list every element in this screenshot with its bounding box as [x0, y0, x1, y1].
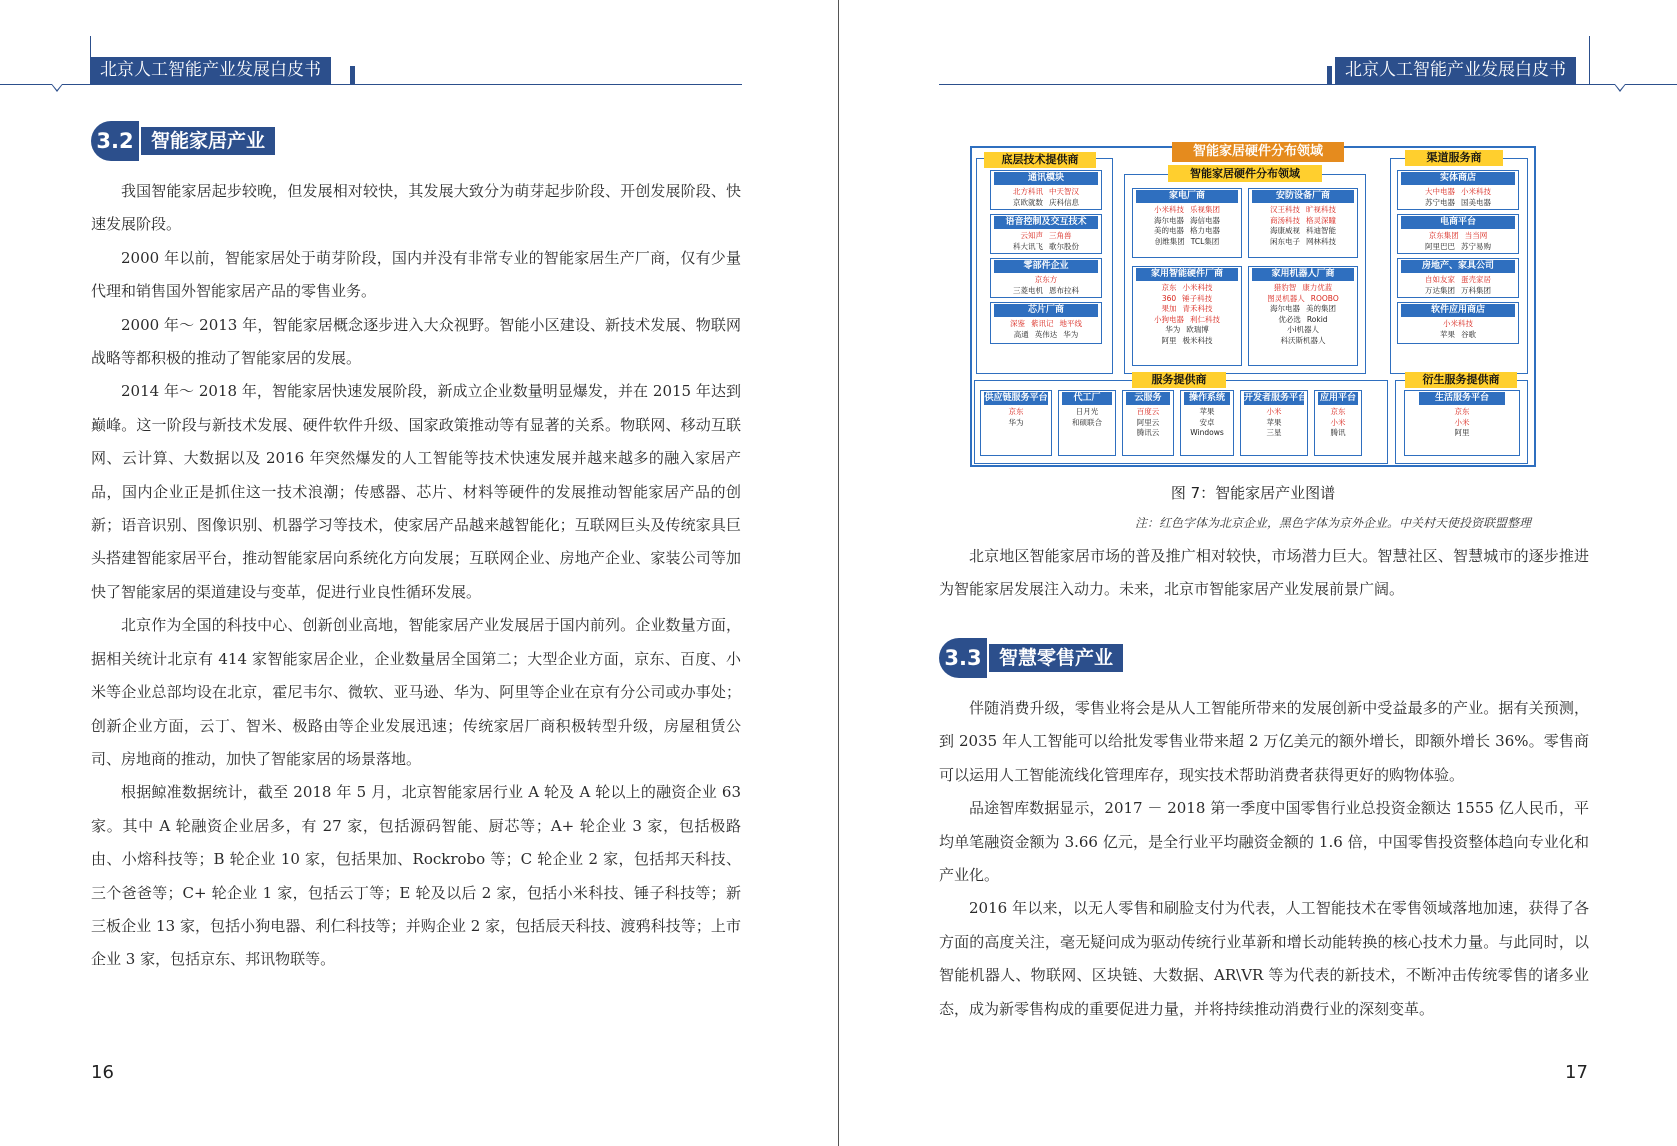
company-name: 当当网 [1464, 231, 1488, 240]
company-name: 和硕联合 [1072, 417, 1102, 427]
company-row [990, 242, 1102, 253]
company-name: 创维集团 [1154, 236, 1185, 246]
company-name: 自如友家 [1425, 275, 1455, 284]
company-name: 高通 [1013, 329, 1029, 339]
company-name: 中天智汉 [1049, 187, 1079, 196]
company-name: 万达集团 [1425, 285, 1455, 295]
company-name: 小米 [1330, 417, 1346, 427]
company-name: 欧瑞博 [1186, 325, 1209, 334]
figure-group-items [1397, 319, 1519, 340]
company-row [1132, 315, 1242, 326]
figure-group-items [980, 407, 1052, 428]
company-row [1132, 294, 1242, 305]
company-row [1240, 418, 1308, 429]
company-name: 小米 [1454, 417, 1470, 427]
company-name: 三星 [1266, 428, 1282, 437]
figure-group-items [1397, 275, 1519, 296]
figure-group-items [1248, 205, 1358, 247]
company-row [980, 418, 1052, 429]
company-row [990, 275, 1102, 286]
figure-caption: 图 7：智能家居产业图谱 [1170, 484, 1336, 502]
company-name: 优必选 [1278, 314, 1301, 324]
company-row [1248, 304, 1358, 315]
company-name: 小米科技 [1461, 187, 1491, 196]
paragraph: 北京作为全国的科技中心、创新创业高地，智能家居产业发展居于国内前列。企业数量方面，据相关统计北京有 414 家智能家居企业，企业数量居全国第二；大型企业方面，京东、百度、小米等企业总部均设在北京，霍尼韦尔、微软、亚马逊、华为、阿里等企业在京有分公司或办事处；创新企业方面，云丁、智米、极路由等企业发展迅速；传统家居厂商积极转型升级，房屋租赁公司、房地商的推动，加快了智能家居的场景落地。 [91, 616, 741, 768]
figure-group-items [1240, 407, 1308, 439]
paragraph: 根据鲸准数据统计，截至 2018 年 5 月，北京智能家居行业 A 轮及 A 轮以上的融资企业 63 家。其中 A 轮融资企业居多，有 27 家，包括源码智能、厨芯等；A+ 轮企业 3 家，包括极路由、小熔科技等；B 轮企业 10 家，包括果加、Rockrobo 等；C 轮企业 2 家，包括邦天科技、三个爸爸等；C+ 轮企业 1 家，包括云丁等；E 轮及以后 2 家，包括小米科技、锤子科技等；新三板企业 13 家，包括小狗电器、利仁科技等；并购企业 2 家，包括辰天科技、渡鸦科技等；上市企业 3 家，包括京东、邦讯物联等。 [91, 783, 741, 969]
figure-group-items [1180, 407, 1234, 439]
header-rule [939, 84, 1677, 85]
figure-group-items [990, 275, 1102, 296]
figure-group-label: 生活服务平台 [1419, 392, 1505, 405]
header-notch [1327, 66, 1332, 84]
figure-title: 智能家居硬件分布领域 [1172, 142, 1344, 162]
figure-group-items [1058, 407, 1116, 428]
header-title: 北京人工智能产业发展白皮书 [90, 57, 331, 84]
section-title: 智能家居产业 [139, 127, 275, 155]
figure-group-items [1404, 407, 1520, 439]
company-name: 汉王科技 [1270, 205, 1300, 214]
company-row [1132, 283, 1242, 294]
figure-group-label: 代工厂 [1062, 392, 1112, 405]
company-name: 网林科技 [1306, 236, 1336, 246]
company-name: 阿里云 [1136, 417, 1160, 427]
figure-group-label: 操作系统 [1184, 392, 1230, 405]
figure-group-items [1397, 187, 1519, 208]
figure-group-items [990, 319, 1102, 340]
company-row [1404, 428, 1520, 439]
company-name: 庆科信息 [1049, 197, 1079, 207]
company-name: ROOBO [1310, 293, 1339, 303]
service-title: 服务提供商 [1132, 372, 1226, 388]
company-row [1248, 336, 1358, 347]
company-name: Rokid [1306, 314, 1328, 324]
figure-group-label: 语音控制及交互技术 [994, 216, 1098, 229]
paragraph: 2000 年以前，智能家居处于萌芽阶段，国内并没有非常专业的智能家居生产厂商，仅有少量代理和销售国外智能家居产品的零售业务。 [91, 248, 741, 301]
figure-group-label: 应用平台 [1319, 393, 1356, 403]
company-name: 京东 [1008, 407, 1024, 416]
page-number: 17 [1565, 1062, 1588, 1083]
company-name: 科迪智能 [1306, 226, 1336, 235]
figure-group-label: 房地产、家具公司 [1401, 260, 1515, 273]
company-row [990, 198, 1102, 209]
company-row [1180, 407, 1234, 418]
company-row [1132, 237, 1242, 248]
company-name: 商汤科技 [1270, 215, 1300, 225]
hardware-title: 智能家居硬件分布领域 [1168, 165, 1322, 182]
figure-group-items [1397, 231, 1519, 252]
company-name: 青禾科技 [1182, 304, 1213, 313]
paragraph: 2016 年以来，以无人零售和刷脸支付为代表，人工智能技术在零售领域落地加速，获得了各方面的高度关注，毫无疑问成为驱动传统行业革新和增长动能转换的核心技术力量。与此同时，以智能机器人、物联网、区块链、大数据、AR\VR 等为代表的新技术，不断冲击传统零售的诸多业态，成为新零售构成的重要促进力量，并将持续推动消费行业的深刻变革。 [939, 899, 1589, 1018]
header-title: 北京人工智能产业发展白皮书 [1335, 57, 1576, 84]
paragraph: 北京地区智能家居市场的普及推广相对较快，市场潜力巨大。智慧社区、智慧城市的逐步推进为智能家居发展注入动力。未来，北京市智能家居产业发展前景广阔。 [939, 547, 1589, 599]
company-name: 万科集团 [1461, 285, 1491, 295]
company-row [1404, 407, 1520, 418]
company-row [1248, 226, 1358, 237]
figure-group-items [1132, 283, 1242, 346]
company-name: 京东 [1454, 407, 1470, 416]
industry-map-figure [970, 146, 1536, 467]
section-number: 3.3 [939, 638, 987, 678]
company-name: 科大讯飞 [1013, 241, 1043, 251]
paragraph: 2014 年～ 2018 年，智能家居快速发展阶段，新成立企业数量明显爆发，并在 2015 年达到巅峰。这一阶段与新技术发展、硬件软件升级、国家政策推动等有显著的关系。物联网、移动互联网、云计算、大数据以及 2016 年突然爆发的人工智能等技术快速发展并越来越多的融入家居产品，国内企业正是抓住这一技术浪潮；传感器、芯片、材料等硬件的发展推动智能家居产品的创新；语音识别、图像识别、机器学习等技术，使家居产品越来越智能化；互联网巨头及传统家具巨头搭建智能家居平台，推动智能家居向系统化方向发展；互联网企业、房地产企业、家装公司等加快了智能家居的渠道建设与变革，促进行业良性循环发展。 [91, 382, 741, 601]
company-row [980, 407, 1052, 418]
company-row [1248, 205, 1358, 216]
company-name: 苏宁易购 [1461, 241, 1491, 251]
company-name: 北方科讯 [1013, 187, 1043, 196]
company-name: 旷视科技 [1306, 205, 1336, 214]
channel-title: 渠道服务商 [1405, 150, 1503, 166]
company-row [1132, 325, 1242, 336]
header-rule-vertical [1589, 36, 1590, 84]
company-row [1314, 418, 1362, 429]
company-name: 京东方 [1034, 275, 1058, 284]
body-text [939, 692, 1589, 1026]
left-page [0, 0, 838, 1146]
body-text-intro [939, 540, 1589, 607]
company-row [1122, 418, 1174, 429]
company-name: 三菱电机 [1013, 285, 1043, 295]
company-name: 蛋壳家居 [1461, 275, 1491, 284]
figure-group-label: 芯片厂商 [994, 304, 1098, 317]
company-name: 云知声 [1020, 231, 1043, 240]
company-row [1122, 407, 1174, 418]
company-row [1132, 216, 1242, 227]
company-name: 京东 [1161, 283, 1177, 292]
company-name: 恩布拉科 [1049, 285, 1079, 295]
company-name: 华为 [1063, 329, 1079, 339]
company-name: 美的电器 [1154, 226, 1184, 235]
base-tech-title: 底层技术提供商 [984, 152, 1096, 168]
header-tick [1614, 84, 1626, 92]
company-row [1397, 330, 1519, 341]
company-row [1314, 407, 1362, 418]
company-name: 小i机器人 [1286, 325, 1320, 334]
company-name: 苹果 [1199, 407, 1215, 416]
figure-group-label: 实体商店 [1401, 172, 1515, 185]
figure-group-label: 通讯模块 [994, 172, 1098, 185]
company-row [1248, 325, 1358, 336]
company-name: 谷歌 [1461, 329, 1476, 339]
company-name: 格力电器 [1190, 226, 1220, 235]
section-number: 3.2 [91, 121, 139, 161]
body-text [91, 175, 741, 977]
header-tick [51, 84, 63, 92]
company-name: 华为 [1165, 325, 1181, 334]
section-heading [91, 121, 275, 161]
company-name: TCL集团 [1190, 236, 1220, 246]
company-name: 利仁科技 [1190, 314, 1220, 324]
company-name: 腾讯云 [1136, 428, 1160, 437]
company-row [990, 330, 1102, 341]
company-name: 闲东电子 [1270, 236, 1300, 246]
company-name: 紫讯记 [1031, 319, 1054, 328]
derivative-title: 衍生服务提供商 [1405, 372, 1517, 388]
company-name: 深鉴 [1010, 319, 1025, 328]
figure-group-label: 云服务 [1126, 392, 1170, 405]
company-name: 京东集团 [1428, 231, 1459, 240]
company-name: 大中电器 [1425, 187, 1455, 196]
company-row [1132, 226, 1242, 237]
company-row [1240, 428, 1308, 439]
company-row [1248, 294, 1358, 305]
company-row [1122, 428, 1174, 439]
company-name: 苏宁电器 [1425, 197, 1455, 207]
company-row [1314, 428, 1362, 439]
company-name: 康力优蓝 [1302, 283, 1333, 292]
company-name: 地平线 [1059, 319, 1082, 328]
company-row [1404, 418, 1520, 429]
paragraph: 品途智库数据显示，2017 － 2018 第一季度中国零售行业总投资金额达 1555 亿人民币，平均单笔融资金额为 3.66 亿元，是全行业平均融资金额的 1.6 倍，中国零售投资整体趋向专业化和产业化。 [939, 799, 1589, 885]
company-row [1248, 237, 1358, 248]
company-name: 小米科技 [1154, 205, 1184, 214]
figure-group-label: 软件应用商店 [1401, 304, 1515, 317]
figure-group-items [990, 231, 1102, 252]
company-name: 小狗电器 [1154, 314, 1184, 324]
company-row [1180, 418, 1234, 429]
company-name: 小米科技 [1443, 319, 1473, 328]
company-name: 小米 [1266, 407, 1282, 416]
figure-group-items [1132, 205, 1242, 247]
company-name: 阿里 [1454, 428, 1470, 437]
company-row [1132, 336, 1242, 347]
company-row [990, 231, 1102, 242]
company-name: 美的集团 [1306, 304, 1336, 313]
company-row [1397, 275, 1519, 286]
figure-group-items [990, 187, 1102, 208]
right-page [839, 0, 1677, 1146]
company-row [990, 187, 1102, 198]
figure-group-label: 家用智能硬件厂商 [1136, 268, 1238, 281]
company-name: 海信电器 [1190, 215, 1220, 225]
company-name: 国美电器 [1461, 197, 1491, 207]
figure-group-items [1248, 283, 1358, 346]
company-name: 日月光 [1075, 407, 1099, 416]
company-name: 阿里 [1161, 335, 1177, 345]
company-name: 百度云 [1136, 407, 1160, 416]
company-name: 阿里巴巴 [1425, 241, 1455, 251]
company-row [1132, 304, 1242, 315]
company-name: 英伟达 [1034, 329, 1058, 339]
section-title: 智慧零售产业 [987, 644, 1123, 672]
company-row [1240, 407, 1308, 418]
figure-group-label: 零部件企业 [994, 260, 1098, 273]
header-rule [0, 84, 742, 85]
figure-group-items [1314, 407, 1362, 439]
company-name: 腾讯 [1330, 428, 1346, 437]
company-name: 小米科技 [1182, 283, 1213, 292]
company-name: 海尔电器 [1154, 215, 1184, 225]
company-name: 极米科技 [1182, 335, 1213, 345]
company-name: 360 [1161, 293, 1177, 303]
company-name: 图灵机器人 [1267, 293, 1305, 303]
paragraph: 伴随消费升级，零售业将会是从人工智能所带来的发展创新中受益最多的产业。据有关预测，到 2035 年人工智能可以给批发零售业带来超 2 万亿美元的额外增长，即额外增长 36%。零售商可以运用人工智能流线化管理库存，现实技术帮助消费者获得更好的购物体验。 [939, 699, 1589, 784]
figure-group-label: 家用机器人厂商 [1252, 268, 1354, 281]
company-row [990, 286, 1102, 297]
figure-group-items [1122, 407, 1174, 439]
figure-group-label: 家电厂商 [1136, 190, 1238, 203]
company-name: 京东 [1330, 407, 1346, 416]
company-name: 华为 [1008, 417, 1024, 427]
company-name: 歌尔股份 [1049, 241, 1079, 251]
company-row [1397, 187, 1519, 198]
header-notch [350, 66, 355, 84]
figure-group-label: 电商平台 [1401, 216, 1515, 229]
paragraph: 我国智能家居起步较晚，但发展相对较快，其发展大致分为萌芽起步阶段、开创发展阶段、快速发展阶段。 [91, 182, 741, 234]
paragraph: 2000 年～ 2013 年，智能家居概念逐步进入大众视野。智能小区建设、新技术发展、物联网战略等都积极的推动了智能家居的发展。 [91, 315, 741, 368]
company-row [1397, 242, 1519, 253]
company-row [1397, 198, 1519, 209]
section-heading [939, 638, 1123, 678]
company-row [1132, 205, 1242, 216]
company-name: 海康威视 [1270, 226, 1300, 235]
company-row [1248, 283, 1358, 294]
company-row [1248, 216, 1358, 227]
company-row [1397, 286, 1519, 297]
figure-group-label: 开发者服务平台 [1244, 393, 1308, 403]
company-row [1058, 407, 1116, 418]
company-row [1058, 418, 1116, 429]
figure-group-label: 安防设备厂商 [1252, 190, 1354, 203]
company-name: Windows [1190, 428, 1224, 437]
company-name: 科沃斯机器人 [1280, 335, 1326, 345]
page-number: 16 [91, 1062, 114, 1083]
company-name: 三角兽 [1049, 231, 1072, 240]
company-row [1248, 315, 1358, 326]
figure-group-label: 供应链服务平台 [984, 393, 1048, 403]
company-name: 锤子科技 [1182, 293, 1213, 303]
company-name: 安卓 [1199, 417, 1215, 427]
company-name: 海尔电器 [1270, 304, 1300, 313]
company-row [990, 319, 1102, 330]
company-row [1397, 231, 1519, 242]
figure-note: 注：红色字体为北京企业，黑色字体为京外企业。中关村天使投资联盟整理 [1134, 516, 1531, 530]
company-row [1397, 319, 1519, 330]
company-name: 苹果 [1266, 417, 1282, 427]
company-name: 京欧就数 [1013, 197, 1043, 207]
company-name: 苹果 [1440, 329, 1455, 339]
company-name: 乐视集团 [1190, 205, 1220, 214]
company-row [1180, 428, 1234, 439]
company-name: 果加 [1161, 304, 1177, 313]
company-name: 格灵深瞳 [1306, 215, 1336, 225]
company-name: 猎豹智 [1273, 283, 1297, 292]
